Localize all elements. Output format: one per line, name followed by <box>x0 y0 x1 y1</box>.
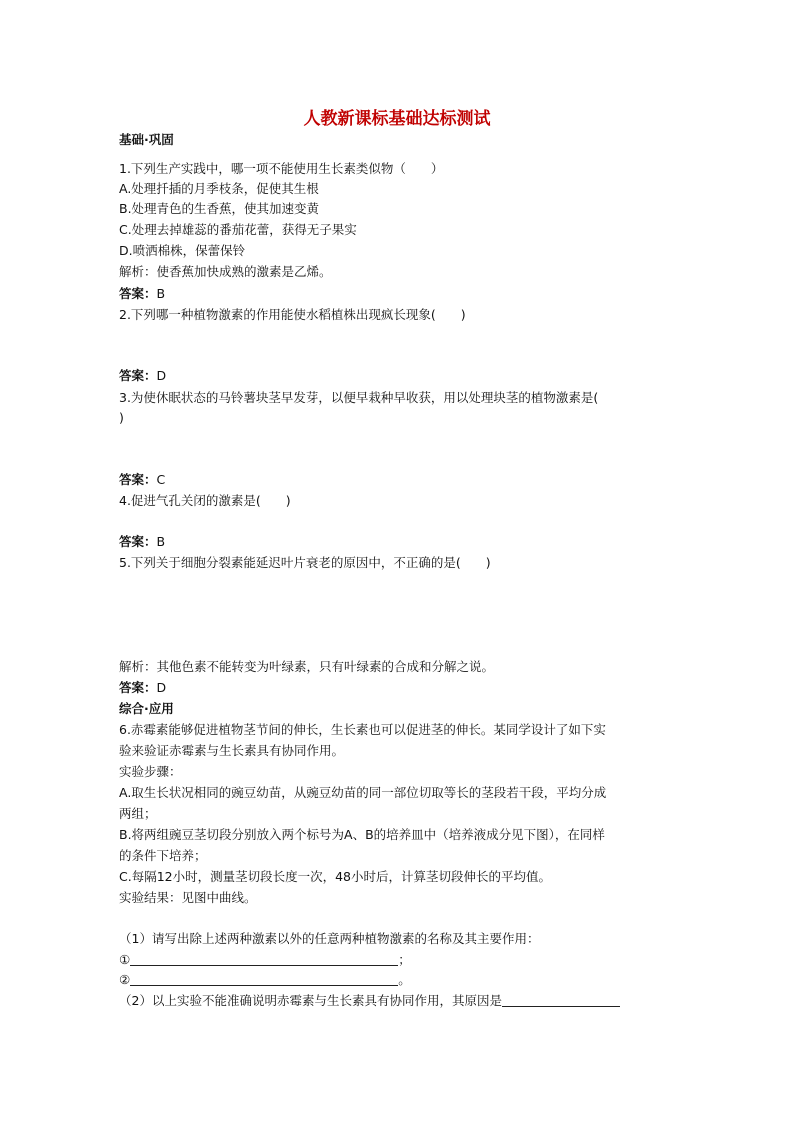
section-heading-applied: 综合·应用 <box>119 701 174 716</box>
q6-step-a-line2: 两组； <box>119 806 157 821</box>
q5-stem: 5.下列关于细胞分裂素能延迟叶片衰老的原因中，不正确的是( ) <box>119 555 491 570</box>
q6-sub2: （2）以上实验不能准确说明赤霉素与生长素具有协同作用，其原因是 <box>119 993 502 1008</box>
answer-label: 答案： <box>119 534 157 549</box>
circled-number-1: ① <box>119 952 131 967</box>
q1-option-b: B.处理青色的生香蕉，使其加速变黄 <box>119 201 320 216</box>
page-title: 人教新课标基础达标测试 <box>303 109 491 129</box>
circled-number-2: ② <box>119 972 131 987</box>
answer-value: D <box>156 680 167 695</box>
q6-blank1-row <box>119 950 411 970</box>
q4-stem: 4.促进气孔关闭的激素是( ) <box>119 493 291 508</box>
answer-value: D <box>156 368 167 383</box>
answer-blank-1[interactable] <box>130 951 398 966</box>
q2-stem: 2.下列哪一种植物激素的作用能使水稻植株出现疯长现象( ) <box>119 307 466 322</box>
q6-steps-title: 实验步骤： <box>119 764 182 779</box>
answer-label: 答案： <box>119 472 157 487</box>
q2-answer <box>119 366 166 386</box>
answer-value: B <box>156 286 166 301</box>
q3-stem-line2: ) <box>119 410 124 425</box>
q6-step-a-line1: A.取生长状况相同的豌豆幼苗，从豌豆幼苗的同一部位切取等长的茎段若干段，平均分成 <box>119 785 607 800</box>
answer-label: 答案： <box>119 286 157 301</box>
q5-answer <box>119 678 166 698</box>
q1-answer <box>119 284 165 304</box>
q6-result: 实验结果：见图中曲线。 <box>119 890 257 905</box>
q6-step-b-line1: B.将两组豌豆茎切段分别放入两个标号为A、B的培养皿中（培养液成分见下图），在同样 <box>119 827 605 842</box>
q3-answer <box>119 470 165 490</box>
section-heading-basic: 基础·巩固 <box>119 132 174 147</box>
q1-option-a: A.处理扦插的月季枝条，促使其生根 <box>119 181 319 196</box>
q6-sub1: （1）请写出除上述两种激素以外的任意两种植物激素的名称及其主要作用： <box>119 931 540 946</box>
q4-answer <box>119 532 165 552</box>
answer-label: 答案： <box>119 368 157 383</box>
answer-value: B <box>156 534 166 549</box>
q6-stem-line2: 验来验证赤霉素与生长素具有协同作用。 <box>119 743 345 758</box>
q3-stem-line1: 3.为使休眠状态的马铃薯块茎早发芽，以便早栽种早收获，用以处理块茎的植物激素是( <box>119 390 599 405</box>
q1-analysis: 解析：使香蕉加快成熟的激素是乙烯。 <box>119 264 332 279</box>
q6-step-b-line2: 的条件下培养； <box>119 848 207 863</box>
q6-stem-line1: 6.赤霉素能够促进植物茎节间的伸长，生长素也可以促进茎的伸长。某同学设计了如下实 <box>119 722 606 737</box>
q6-blank2-row <box>119 970 411 990</box>
blank1-punctuation: ； <box>398 952 411 967</box>
answer-blank-2[interactable] <box>130 971 398 986</box>
q1-option-d: D.喷洒棉株，保蕾保铃 <box>119 243 246 258</box>
q6-step-c: C.每隔12小时，测量茎切段长度一次，48小时后，计算茎切段伸长的平均值。 <box>119 869 552 884</box>
q1-stem: 1.下列生产实践中，哪一项不能使用生长素类似物（ ） <box>119 161 444 176</box>
answer-value: C <box>156 472 166 487</box>
answer-blank-3[interactable] <box>502 992 620 1007</box>
answer-label: 答案： <box>119 680 157 695</box>
q1-option-c: C.处理去掉雄蕊的番茄花蕾，获得无子果实 <box>119 222 357 237</box>
blank2-punctuation: 。 <box>398 972 411 987</box>
q6-sub2-row <box>119 991 620 1011</box>
q5-analysis: 解析：其他色素不能转变为叶绿素，只有叶绿素的合成和分解之说。 <box>119 659 495 674</box>
